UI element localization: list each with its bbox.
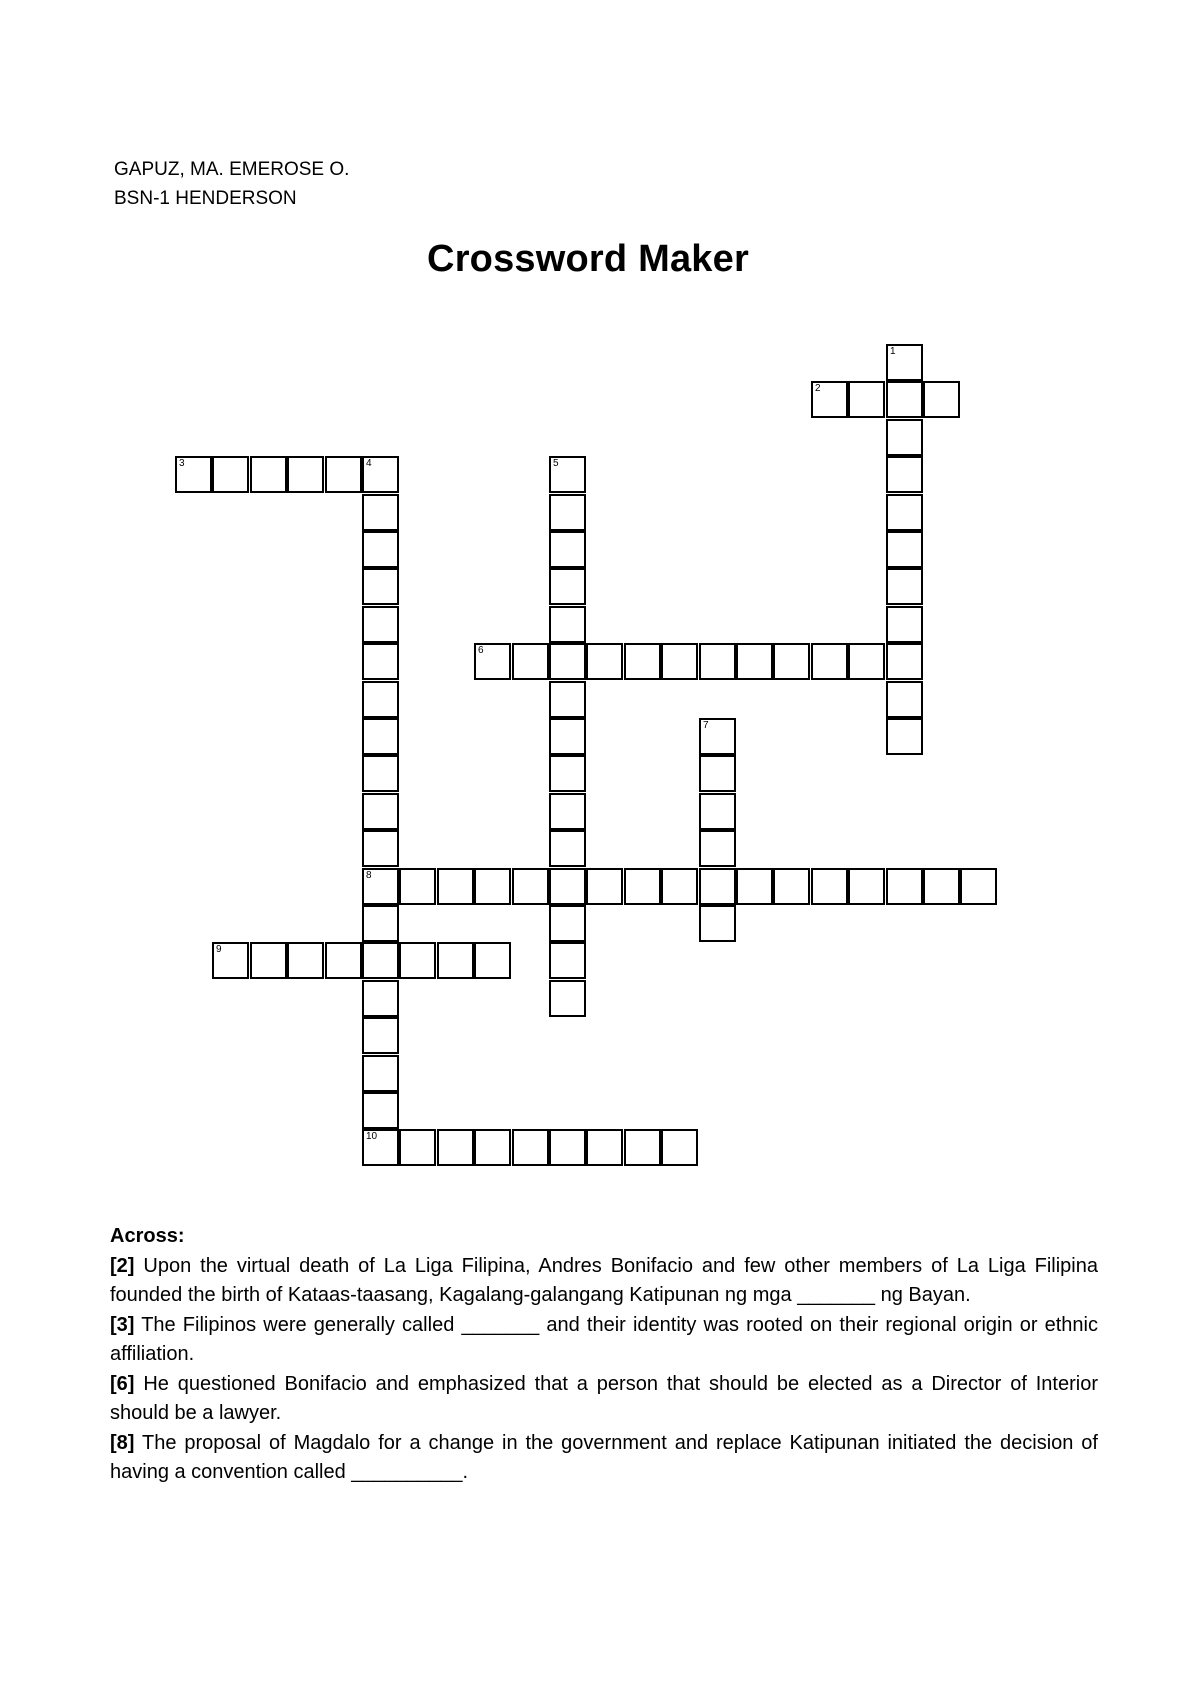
clue-text: The Filipinos were generally called _______ and their identity was rooted on their regional origin or ethnic affiliation. (110, 1313, 1098, 1365)
crossword-cell[interactable] (549, 531, 586, 568)
crossword-cell[interactable] (848, 868, 885, 905)
crossword-cell[interactable] (362, 1092, 399, 1129)
page-title: Crossword Maker (427, 238, 749, 280)
crossword-cell[interactable] (437, 868, 474, 905)
crossword-cell[interactable] (325, 456, 362, 493)
crossword-cell[interactable] (773, 868, 810, 905)
crossword-cell[interactable] (250, 942, 287, 979)
crossword-cell[interactable] (362, 980, 399, 1017)
clue-number: [6] (110, 1372, 135, 1395)
crossword-cell[interactable] (362, 643, 399, 680)
crossword-cell[interactable] (549, 830, 586, 867)
crossword-cell[interactable] (886, 868, 923, 905)
clue-number: [8] (110, 1431, 135, 1454)
clue-text: The proposal of Magdalo for a change in the government and replace Katipunan initiated the decision of having a convention called __________. (110, 1431, 1098, 1483)
crossword-cell[interactable] (362, 494, 399, 531)
crossword-cell[interactable] (699, 718, 736, 755)
crossword-cell[interactable] (362, 830, 399, 867)
crossword-cell[interactable] (848, 381, 885, 418)
crossword-cell[interactable] (437, 942, 474, 979)
crossword-cell[interactable] (549, 868, 586, 905)
crossword-cell[interactable] (960, 868, 997, 905)
crossword-cell[interactable] (549, 793, 586, 830)
crossword-cell[interactable] (736, 868, 773, 905)
crossword-cell[interactable] (362, 531, 399, 568)
crossword-cell[interactable] (699, 793, 736, 830)
crossword-cell[interactable] (512, 643, 549, 680)
crossword-cell[interactable] (699, 755, 736, 792)
clue-number-label: 5 (553, 458, 559, 469)
clue-number-label: 8 (366, 870, 372, 881)
crossword-cell[interactable] (399, 942, 436, 979)
crossword-cell[interactable] (325, 942, 362, 979)
crossword-cell[interactable] (586, 1129, 623, 1166)
crossword-cell[interactable] (287, 456, 324, 493)
crossword-cell[interactable] (811, 643, 848, 680)
crossword-cell[interactable] (699, 868, 736, 905)
crossword-cell[interactable] (549, 980, 586, 1017)
crossword-cell[interactable] (699, 830, 736, 867)
clue-number-label: 1 (890, 346, 896, 357)
clue-number: [2] (110, 1254, 135, 1277)
crossword-cell[interactable] (437, 1129, 474, 1166)
clue-number-label: 6 (478, 645, 484, 656)
crossword-cell[interactable] (736, 643, 773, 680)
crossword-cell[interactable] (886, 568, 923, 605)
clue-number-label: 10 (366, 1131, 378, 1142)
crossword-cell[interactable] (399, 868, 436, 905)
crossword-cell[interactable] (549, 456, 586, 493)
clue-number-label: 4 (366, 458, 372, 469)
crossword-cell[interactable] (699, 643, 736, 680)
crossword-cell[interactable] (624, 868, 661, 905)
crossword-cell[interactable] (549, 755, 586, 792)
crossword-cell[interactable] (362, 681, 399, 718)
student-name: GAPUZ, MA. EMEROSE O. (114, 159, 350, 180)
crossword-cell[interactable] (399, 1129, 436, 1166)
crossword-cell[interactable] (287, 942, 324, 979)
crossword-cell[interactable] (549, 1129, 586, 1166)
crossword-cell[interactable] (474, 1129, 511, 1166)
clue-text: Upon the virtual death of La Liga Filipina, Andres Bonifacio and few other members of La Liga Filipina founded the birth of Kataas-taasang, Kagalang-galangang Katipunan ng mga _______ ng Bayan. (110, 1254, 1098, 1306)
crossword-cell[interactable] (362, 718, 399, 755)
crossword-cell[interactable] (661, 868, 698, 905)
crossword-cell[interactable] (362, 868, 399, 905)
crossword-cell[interactable] (362, 942, 399, 979)
crossword-cell[interactable] (886, 718, 923, 755)
crossword-cell[interactable] (624, 1129, 661, 1166)
crossword-cell[interactable] (512, 1129, 549, 1166)
crossword-cell[interactable] (549, 643, 586, 680)
crossword-cell[interactable] (886, 381, 923, 418)
crossword-cell[interactable] (886, 606, 923, 643)
clue-3 (110, 1311, 1098, 1370)
crossword-cell[interactable] (586, 643, 623, 680)
crossword-cell[interactable] (362, 905, 399, 942)
crossword-cell[interactable] (549, 718, 586, 755)
crossword-cell[interactable] (923, 381, 960, 418)
crossword-cell[interactable] (362, 1017, 399, 1054)
crossword-cell[interactable] (549, 681, 586, 718)
crossword-cell[interactable] (362, 793, 399, 830)
clue-6 (110, 1370, 1098, 1429)
crossword-cell[interactable] (549, 494, 586, 531)
crossword-cell[interactable] (362, 568, 399, 605)
crossword-cell[interactable] (773, 643, 810, 680)
crossword-cell[interactable] (250, 456, 287, 493)
crossword-cell[interactable] (549, 905, 586, 942)
crossword-cell[interactable] (811, 381, 848, 418)
crossword-cell[interactable] (886, 344, 923, 381)
crossword-cell[interactable] (811, 868, 848, 905)
crossword-cell[interactable] (848, 643, 885, 680)
crossword-cell[interactable] (886, 681, 923, 718)
student-section: BSN-1 HENDERSON (114, 188, 297, 209)
crossword-cell[interactable] (661, 643, 698, 680)
crossword-cell[interactable] (886, 494, 923, 531)
crossword-cell[interactable] (362, 606, 399, 643)
clue-number: [3] (110, 1313, 135, 1336)
crossword-cell[interactable] (362, 755, 399, 792)
crossword-cell[interactable] (549, 606, 586, 643)
clue-text: He questioned Bonifacio and emphasized that a person that should be elected as a Director of Interior should be a lawyer. (110, 1372, 1098, 1424)
crossword-cell[interactable] (886, 531, 923, 568)
crossword-cell[interactable] (362, 1129, 399, 1166)
clues-across (110, 1222, 1098, 1488)
crossword-cell[interactable] (886, 643, 923, 680)
clue-number-label: 9 (216, 944, 222, 955)
crossword-cell[interactable] (549, 568, 586, 605)
crossword-cell[interactable] (549, 942, 586, 979)
crossword-cell[interactable] (512, 868, 549, 905)
clues-heading: Across: (110, 1225, 185, 1247)
clue-2 (110, 1252, 1098, 1311)
crossword-cell[interactable] (699, 905, 736, 942)
crossword-cell[interactable] (474, 942, 511, 979)
crossword-cell[interactable] (474, 868, 511, 905)
crossword-cell[interactable] (362, 456, 399, 493)
crossword-cell[interactable] (586, 868, 623, 905)
clue-number-label: 2 (815, 383, 821, 394)
clue-number-label: 3 (179, 458, 185, 469)
crossword-cell[interactable] (212, 456, 249, 493)
crossword-cell[interactable] (886, 456, 923, 493)
crossword-cell[interactable] (362, 1055, 399, 1092)
crossword-cell[interactable] (212, 942, 249, 979)
crossword-cell[interactable] (624, 643, 661, 680)
crossword-cell[interactable] (661, 1129, 698, 1166)
crossword-cell[interactable] (923, 868, 960, 905)
clue-8 (110, 1429, 1098, 1488)
crossword-cell[interactable] (886, 419, 923, 456)
clue-number-label: 7 (703, 720, 709, 731)
crossword-cell[interactable] (474, 643, 511, 680)
crossword-cell[interactable] (175, 456, 212, 493)
